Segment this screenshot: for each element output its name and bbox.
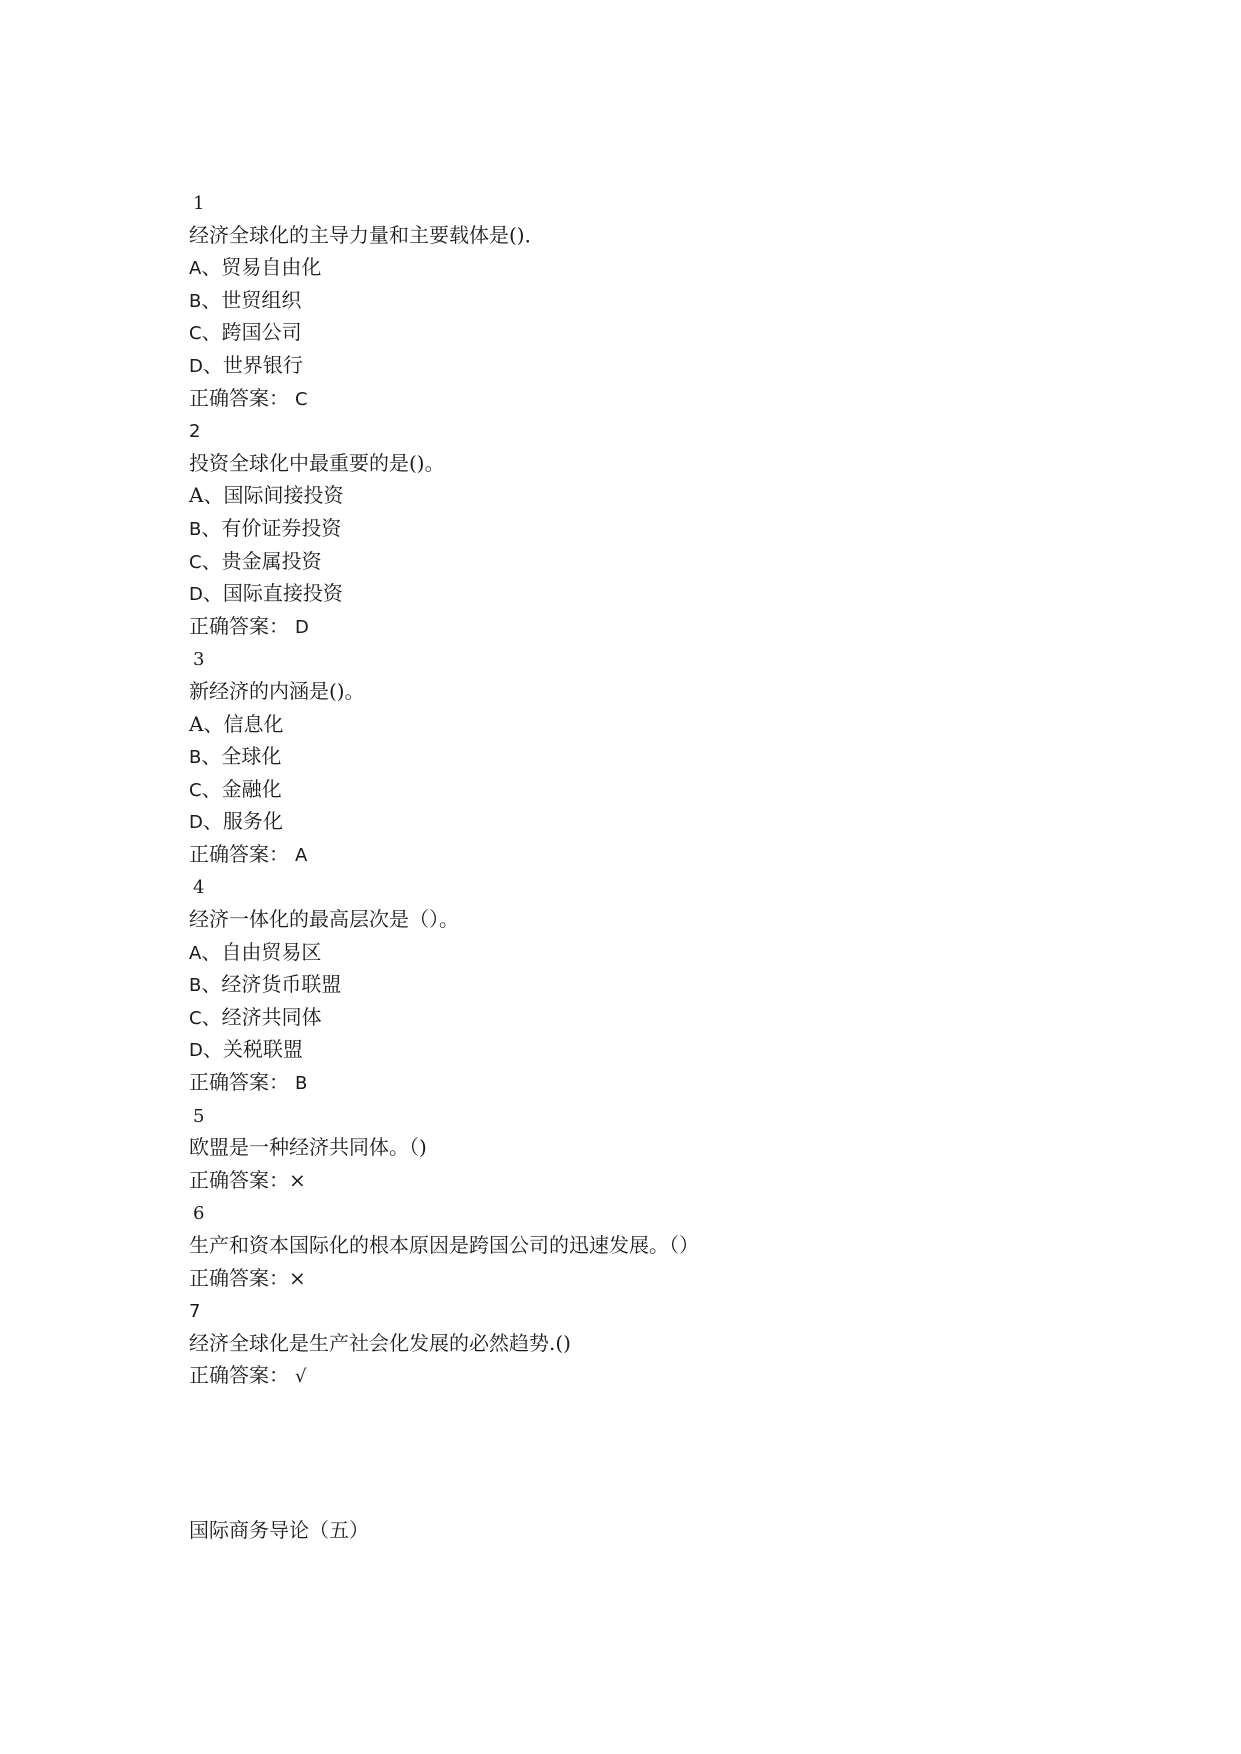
question-number: 5 — [193, 1105, 205, 1127]
question-list — [189, 186, 1189, 1392]
question-text: 经济全球化是生产社会化发展的必然趋势.() — [189, 1330, 571, 1355]
question-number: 3 — [193, 649, 205, 671]
question-text: 新经济的内涵是()。 — [189, 678, 365, 703]
correct-answer: 正确答案： A — [189, 841, 308, 866]
option-a: A、国际间接投资 — [189, 483, 344, 508]
question-number: 1 — [193, 193, 205, 214]
question-text: 经济一体化的最高层次是（）。 — [189, 907, 459, 932]
question-number: 2 — [189, 421, 201, 443]
option-d: D、世界银行 — [189, 352, 303, 377]
correct-answer: 正确答案：× — [189, 1265, 306, 1290]
correct-answer: 正确答案： C — [189, 385, 308, 410]
correct-answer: 正确答案： D — [189, 613, 309, 638]
option-a: A、信息化 — [189, 711, 284, 736]
correct-answer: 正确答案： √ — [189, 1363, 307, 1388]
question-number: 4 — [193, 877, 205, 899]
correct-answer: 正确答案：× — [189, 1167, 306, 1192]
option-d: D、国际直接投资 — [189, 581, 343, 606]
option-b: B、世贸组织 — [189, 287, 302, 312]
option-d: D、关税联盟 — [189, 1037, 303, 1062]
section-title: 国际商务导论（五） — [189, 1518, 369, 1542]
option-c: C、跨国公司 — [189, 320, 302, 345]
option-c: C、经济共同体 — [189, 1004, 322, 1029]
option-b: B、全球化 — [189, 744, 282, 769]
question-text: 经济全球化的主导力量和主要载体是()． — [189, 222, 545, 247]
option-a: A、贸易自由化 — [189, 255, 322, 280]
question-text: 生产和资本国际化的根本原因是跨国公司的迅速发展。（） — [189, 1233, 699, 1257]
option-c: C、金融化 — [189, 776, 282, 801]
option-d: D、服务化 — [189, 809, 283, 834]
correct-answer: 正确答案： B — [189, 1070, 308, 1095]
question-text: 投资全球化中最重要的是()。 — [189, 450, 445, 475]
question-text: 欧盟是一种经济共同体。（) — [189, 1135, 427, 1160]
question-number: 6 — [193, 1203, 205, 1225]
option-a: A、自由贸易区 — [189, 939, 322, 964]
option-b: B、经济货币联盟 — [189, 972, 342, 997]
option-b: B、有价证券投资 — [189, 515, 342, 540]
option-c: C、贵金属投资 — [189, 548, 322, 573]
question-number: 7 — [189, 1301, 201, 1323]
